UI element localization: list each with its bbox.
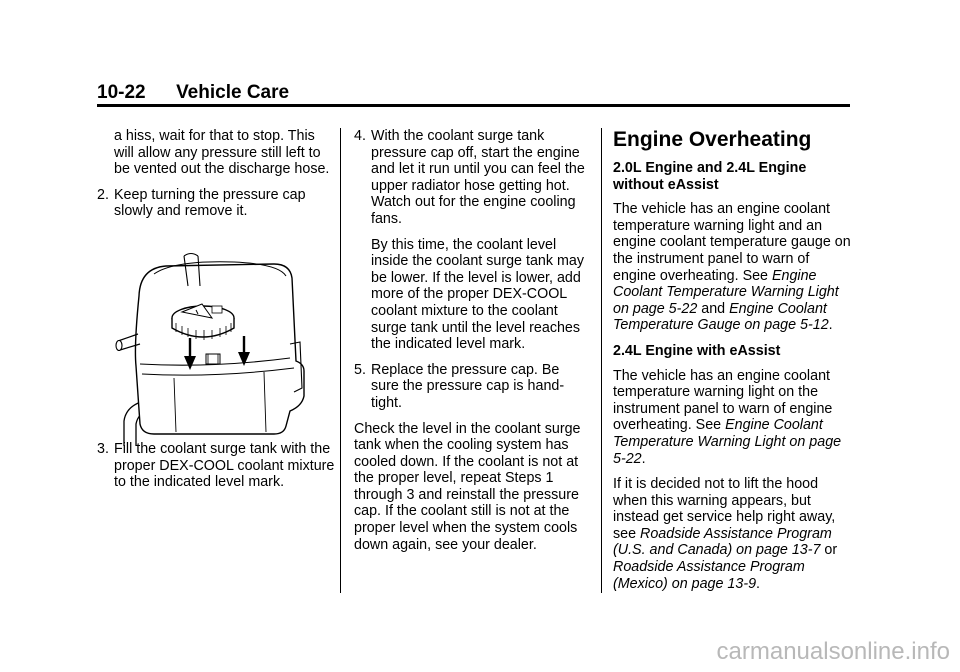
subheading-without-eassist: 2.0L Engine and 2.4L Engine without eAssist: [613, 160, 807, 193]
continued-step-text: a hiss, wait for that to stop. This will allow any pressure still left to be vented out the discharge hose.: [114, 128, 330, 178]
step-text: With the coolant surge tank pressure cap off, start the engine and let it run until you can feel the upper radiator hose getting hot. Watch out for the engine cooling fans.: [371, 128, 585, 227]
step-2: [97, 187, 337, 220]
text: The vehicle has an engine coolant temperature warning light on the instrument panel to warn of engine overheating. See: [613, 367, 833, 434]
cross-reference[interactable]: Roadside Assistance Program (U.S. and Canada) on page 13-7: [613, 525, 832, 559]
step-text: Fill the coolant surge tank with the proper DEX-COOL coolant mixture to the indicated level mark.: [114, 440, 335, 491]
step-4-body: [371, 128, 590, 353]
column-2: [354, 128, 590, 562]
paragraph-with-eassist: [613, 368, 853, 468]
step-3: [97, 441, 337, 491]
step-number: 3.: [97, 440, 109, 457]
paragraph-without-eassist: [613, 201, 853, 334]
cross-reference[interactable]: Roadside Assistance Program (Mexico) on page 13-9: [613, 559, 805, 592]
text: and: [697, 300, 730, 317]
check-level-paragraph: Check the level in the coolant surge tank when the cooling system has cooled down. If the coolant is not at the proper level, repeat Steps 1 through 3 and reinstall the pressure cap. If the coolant still is not at the proper level when the system cools down again, see your dealer.: [354, 420, 581, 553]
step-number: 4.: [354, 128, 366, 144]
watermark: carmanualsonline.info: [716, 638, 950, 665]
text: .: [756, 575, 761, 592]
page-header: [97, 82, 849, 104]
section-title: Vehicle Care: [176, 82, 290, 103]
text: If it is decided not to lift the hood when this warning appears, but instead get service help right away, see: [613, 476, 836, 542]
step-note: By this time, the coolant level inside the coolant surge tank may be lower. If the level is lower, add more of the proper DEX-COOL coolant mixture to the coolant surge tank until the level reaches the indicated level mark.: [371, 236, 584, 353]
step-4: [354, 128, 590, 353]
step-5: [354, 362, 590, 412]
column-3: [613, 128, 853, 601]
text: .: [828, 317, 833, 334]
subheading-with-eassist: 2.4L Engine with eAssist: [613, 342, 781, 359]
text: .: [641, 450, 646, 467]
page-number: 10-22: [97, 82, 146, 103]
step-number: 5.: [354, 361, 366, 378]
text: The vehicle has an engine coolant temperature warning light and an engine coolant temperature gauge on the instrument panel to warn of engine overheating. See: [613, 201, 851, 284]
column-divider-2: [601, 128, 602, 593]
coolant-surge-tank-illustration: [114, 246, 314, 446]
paragraph-roadside: [613, 476, 853, 592]
step-text: Keep turning the pressure cap slowly and remove it.: [114, 186, 306, 220]
cross-reference[interactable]: Engine Coolant Temperature Gauge on page 5-12: [613, 300, 829, 334]
step-text: Replace the pressure cap. Be sure the pressure cap is hand-tight.: [371, 361, 565, 411]
column-divider-1: [340, 128, 341, 593]
step-number: 2.: [97, 186, 109, 203]
header-rule: [97, 104, 850, 107]
text: or: [820, 542, 838, 559]
cross-reference[interactable]: Engine Coolant Temperature Warning Light on page 5-22: [613, 267, 839, 317]
cross-reference[interactable]: Engine Coolant Temperature Warning Light on page 5-22: [613, 417, 842, 467]
section-heading: Engine Overheating: [613, 128, 812, 151]
